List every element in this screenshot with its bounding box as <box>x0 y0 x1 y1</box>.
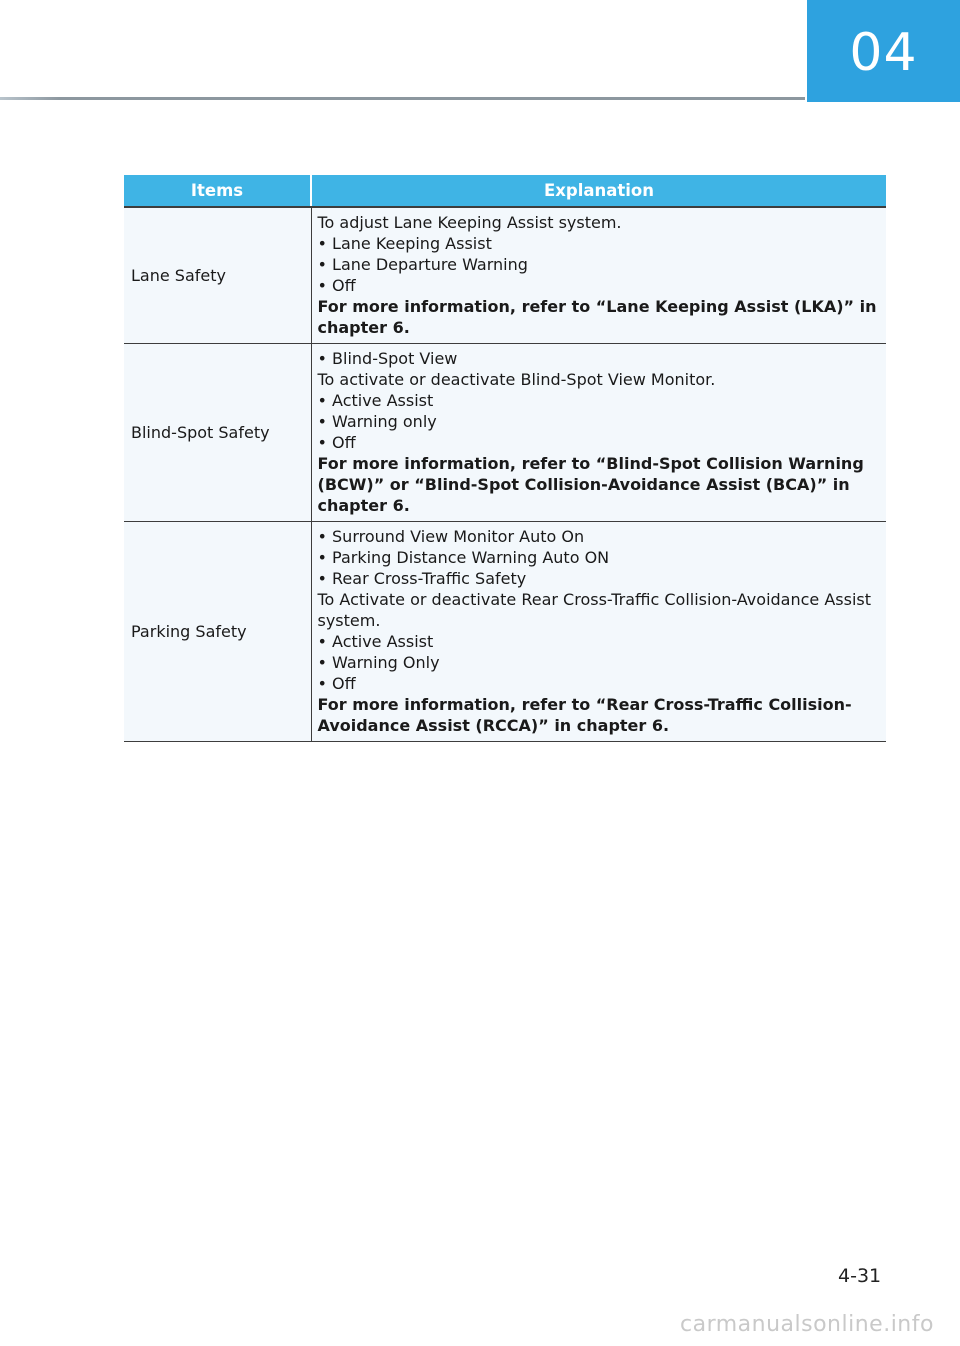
header-rule <box>0 97 805 100</box>
column-header-items: Items <box>124 175 311 207</box>
item-cell: Lane Safety <box>124 207 311 344</box>
option-line: • Parking Distance Warning Auto ON <box>317 548 610 567</box>
option-line: • Off <box>317 276 356 295</box>
explanation-cell <box>311 522 886 742</box>
settings-table <box>124 175 886 742</box>
option-line: • Lane Departure Warning <box>317 255 528 274</box>
option-line: • Warning Only <box>317 653 440 672</box>
option-line: • Surround View Monitor Auto On <box>317 527 585 546</box>
reference-note: For more information, refer to “Lane Keeping Assist (LKA)” in chapter 6. <box>317 297 877 337</box>
option-line: • Warning only <box>317 412 437 431</box>
page-number: 4-31 <box>838 1265 882 1287</box>
watermark: carmanualsonline.info <box>680 1312 934 1337</box>
option-line: • Active Assist <box>317 391 434 410</box>
explanation-line: To activate or deactivate Blind-Spot View Monitor. <box>317 370 716 389</box>
explanation-line: To adjust Lane Keeping Assist system. <box>317 213 622 232</box>
table-row-lane-safety <box>124 207 886 344</box>
item-cell: Blind-Spot Safety <box>124 344 311 522</box>
explanation-line: To Activate or deactivate Rear Cross-Traffic Collision-Avoidance Assist system. <box>317 590 872 630</box>
reference-note: For more information, refer to “Blind-Spot Collision Warning (BCW)” or “Blind-Spot Collision-Avoidance Assist (BCA)” in chapter 6. <box>317 454 864 515</box>
item-cell: Parking Safety <box>124 522 311 742</box>
chapter-number: 04 <box>849 23 918 83</box>
option-line: • Active Assist <box>317 632 434 651</box>
table-header-row <box>124 175 886 207</box>
explanation-cell <box>311 344 886 522</box>
option-line: • Blind-Spot View <box>317 349 458 368</box>
chapter-tab <box>807 0 960 102</box>
option-line: • Lane Keeping Assist <box>317 234 492 253</box>
column-header-explanation: Explanation <box>311 175 886 207</box>
reference-note: For more information, refer to “Rear Cross-Traffic Collision-Avoidance Assist (RCCA)” in chapter 6. <box>317 695 852 735</box>
option-line: • Rear Cross-Traffic Safety <box>317 569 527 588</box>
option-line: • Off <box>317 674 356 693</box>
table-row-blind-spot-safety <box>124 344 886 522</box>
explanation-cell <box>311 207 886 344</box>
table-row-parking-safety <box>124 522 886 742</box>
option-line: • Off <box>317 433 356 452</box>
